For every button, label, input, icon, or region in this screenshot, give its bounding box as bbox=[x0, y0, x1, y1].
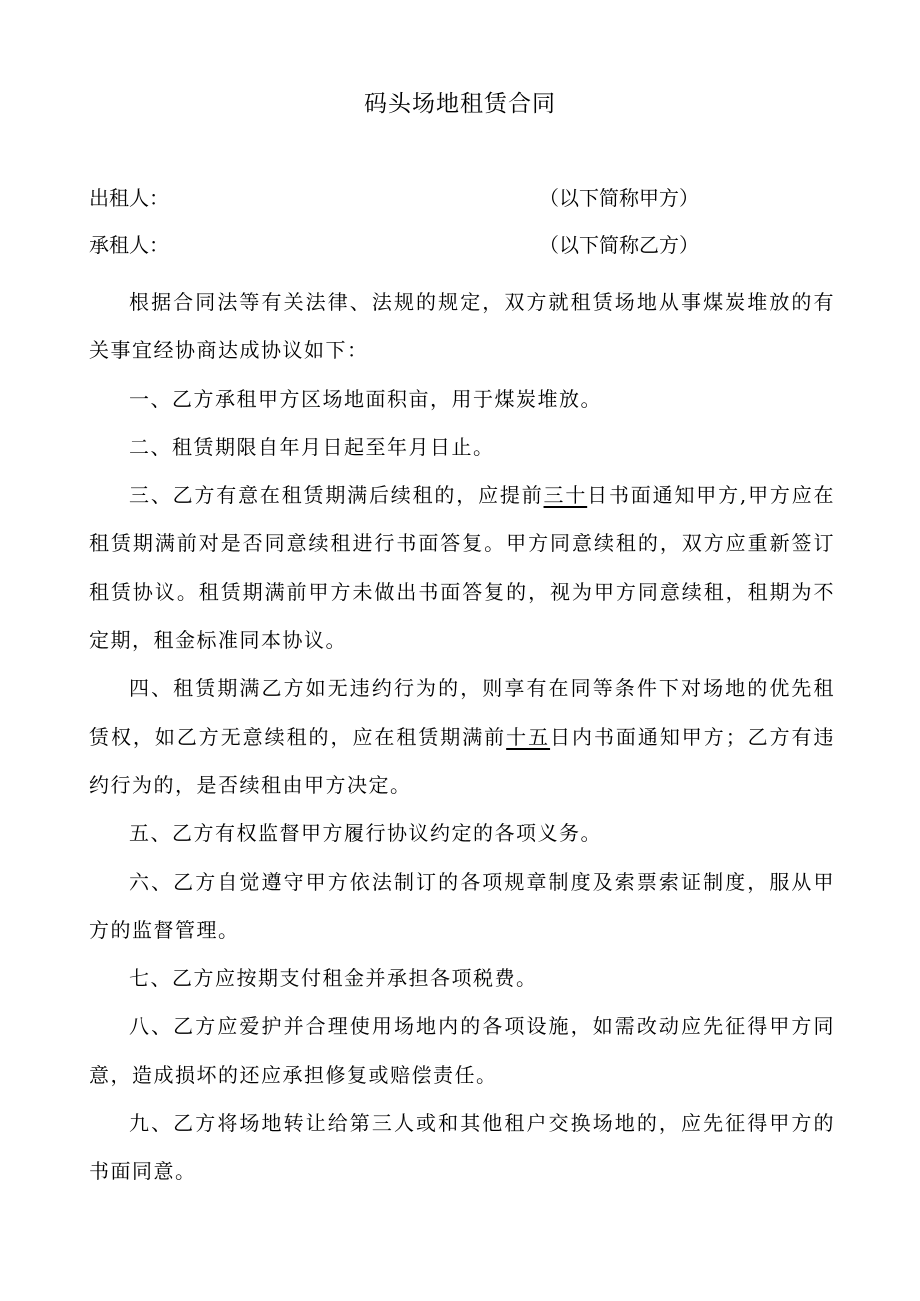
clause-7: 七、乙方应按期支付租金并承担各项税费。 bbox=[129, 966, 538, 991]
clause-4-days-underlined: 十五 bbox=[506, 724, 551, 749]
clause-5: 五、乙方有权监督甲方履行协议约定的各项义务。 bbox=[129, 821, 602, 846]
clause-3-pre: 三、乙方有意在租赁期满后续租的，应提前 bbox=[129, 483, 544, 508]
clause-4-pre: 四、租赁期满乙方如无违约行为的，则享有在同等条件下对场地的优先租赁权，如乙方无意续租的，应在租赁期满前 bbox=[89, 676, 835, 749]
clause-3 bbox=[89, 471, 835, 664]
clause-4-post: 日内书面通知甲方；乙方有违约行为的，是否续租由甲方决定。 bbox=[89, 724, 836, 797]
lessee-note: （以下简称乙方） bbox=[539, 233, 699, 257]
clause-6: 六、乙方自觉遵守甲方依法制订的各项规章制度及索票索证制度，服从甲方的监督管理。 bbox=[89, 869, 835, 942]
clause-8: 八、乙方应爱护并合理使用场地内的各项设施，如需改动应先征得甲方同意，造成损坏的还应承担修复或赔偿责任。 bbox=[89, 1014, 835, 1087]
clause-4 bbox=[89, 664, 835, 809]
lessee-label: 承租人： bbox=[89, 233, 169, 257]
document-title: 码头场地租赁合同 bbox=[364, 91, 556, 117]
clause-2: 二、租赁期限自年月日起至年月日止。 bbox=[129, 434, 495, 459]
lessor-note: （以下简称甲方） bbox=[539, 186, 699, 210]
paragraph-preamble: 根据合同法等有关法律、法规的规定，双方就租赁场地从事煤炭堆放的有关事宜经协商达成协议如下： bbox=[89, 290, 835, 363]
contract-body bbox=[89, 278, 835, 1196]
clause-9: 九、乙方将场地转让给第三人或和其他租户交换场地的，应先征得甲方的书面同意。 bbox=[89, 1111, 835, 1184]
clause-1: 一、乙方承租甲方区场地面积亩，用于煤炭堆放。 bbox=[129, 386, 602, 411]
clause-3-post: 日书面通知甲方,甲方应在租赁期满前对是否同意续租进行书面答复。甲方同意续租的，双方应重新签订租赁协议。租赁期满前甲方未做出书面答复的，视为甲方同意续租，租期为不定期，租金标准同本协议。 bbox=[89, 483, 836, 653]
lessor-label: 出租人： bbox=[89, 186, 169, 210]
clause-3-days-underlined: 三十 bbox=[543, 483, 588, 508]
